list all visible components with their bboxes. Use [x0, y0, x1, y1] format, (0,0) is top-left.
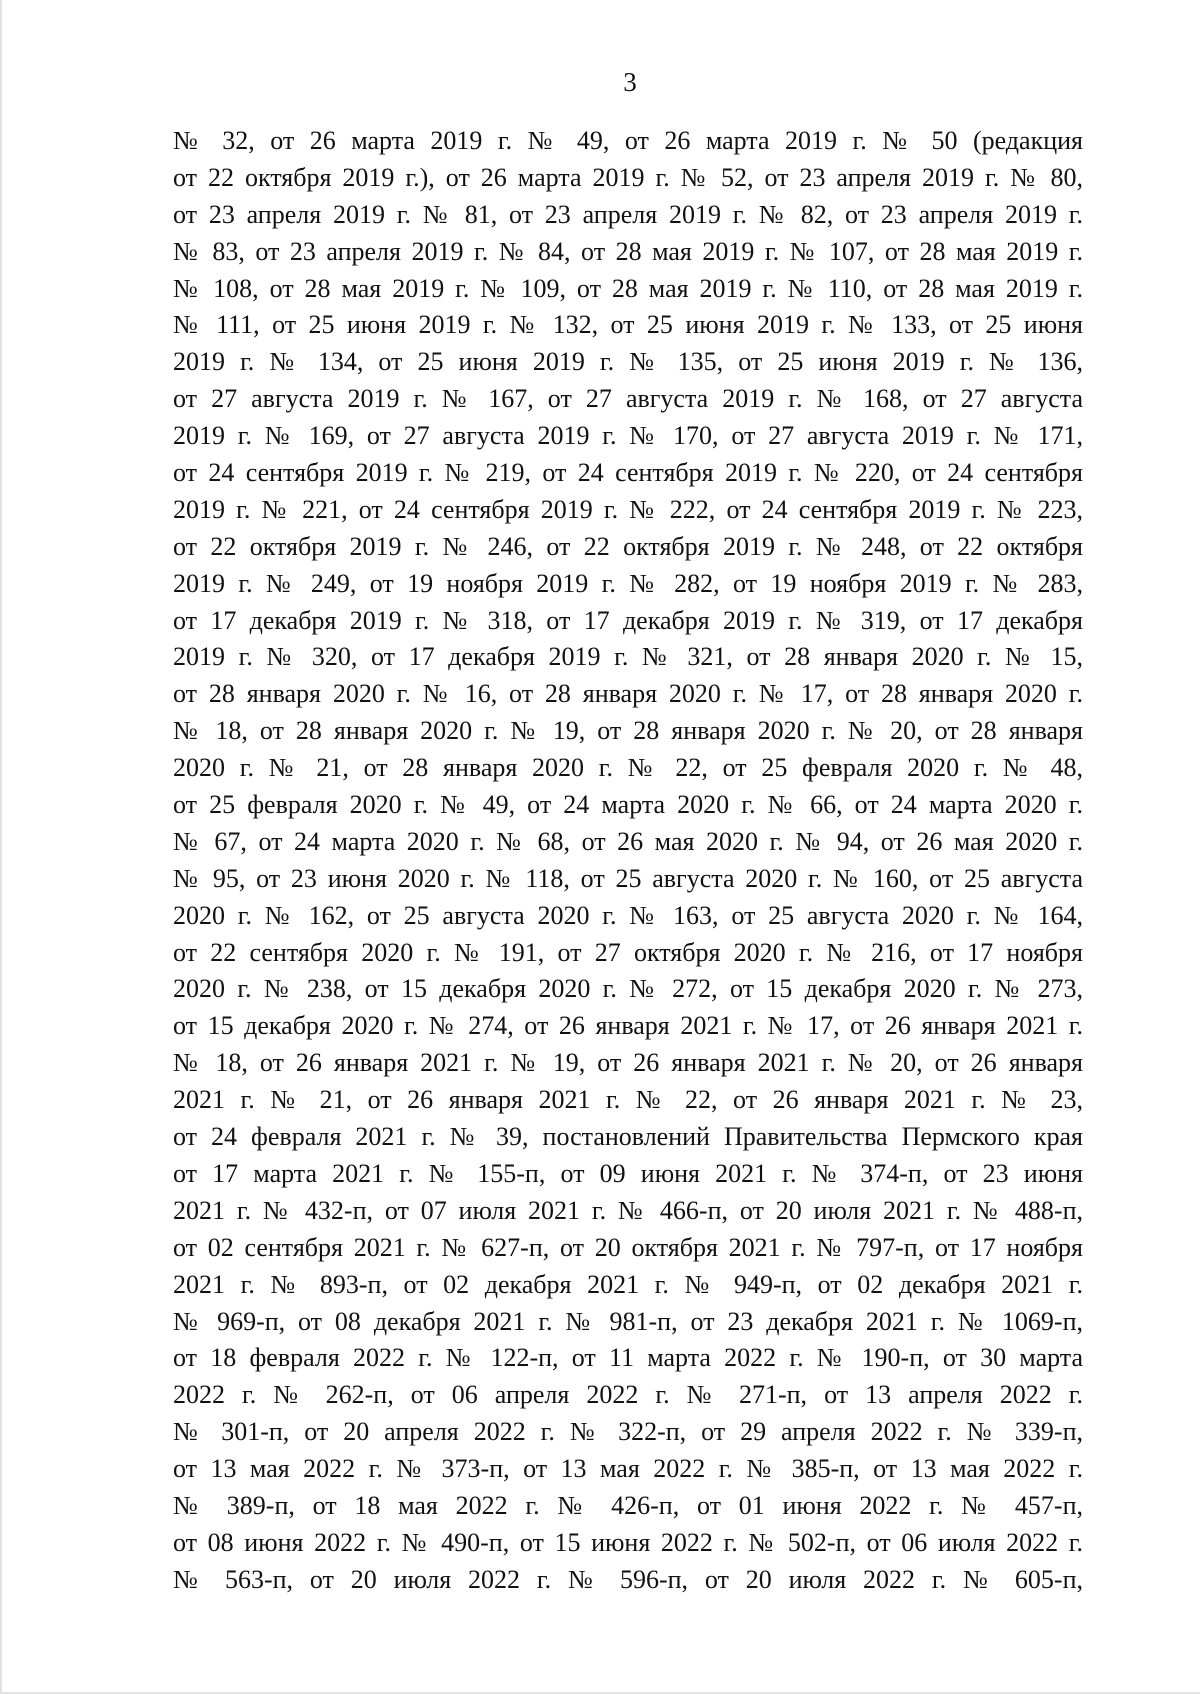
text-line: № 95, от 23 июня 2020 г. № 118, от 25 августа 2020 г. № 160, от 25 августа	[173, 863, 1083, 893]
text-line: 2022 г. № 262-п, от 06 апреля 2022 г. № 271-п, от 13 апреля 2022 г.	[173, 1380, 1083, 1410]
text-line: 2019 г. № 169, от 27 августа 2019 г. № 170, от 27 августа 2019 г. № 171,	[173, 421, 1083, 451]
text-line: 2021 г. № 432-п, от 07 июля 2021 г. № 466-п, от 20 июля 2021 г. № 488-п,	[173, 1195, 1083, 1225]
text-line: от 22 октября 2019 г.), от 26 марта 2019 г. № 52, от 23 апреля 2019 г. № 80,	[173, 162, 1083, 192]
text-line: от 24 февраля 2021 г. № 39, постановлений Правительства Пермского края	[173, 1122, 1083, 1152]
text-line: № 563-п, от 20 июля 2022 г. № 596-п, от 20 июля 2022 г. № 605-п,	[173, 1564, 1083, 1594]
text-line: № 32, от 26 марта 2019 г. № 49, от 26 марта 2019 г. № 50 (редакция	[173, 126, 1083, 155]
text-line: № 67, от 24 марта 2020 г. № 68, от 26 мая 2020 г. № 94, от 26 мая 2020 г.	[173, 826, 1083, 856]
text-line: от 08 июня 2022 г. № 490-п, от 15 июня 2022 г. № 502-п, от 06 июля 2022 г.	[173, 1527, 1083, 1557]
text-line: 2021 г. № 893-п, от 02 декабря 2021 г. № 949-п, от 02 декабря 2021 г.	[173, 1269, 1083, 1299]
text-line: № 18, от 28 января 2020 г. № 19, от 28 января 2020 г. № 20, от 28 января	[173, 716, 1083, 746]
text-line: 2019 г. № 320, от 17 декабря 2019 г. № 321, от 28 января 2020 г. № 15,	[173, 642, 1083, 672]
text-line: от 22 сентября 2020 г. № 191, от 27 октября 2020 г. № 216, от 17 ноября	[173, 937, 1083, 967]
page-number: 3	[623, 67, 637, 97]
text-line: № 108, от 28 мая 2019 г. № 109, от 28 мая 2019 г. № 110, от 28 мая 2019 г.	[173, 273, 1083, 303]
text-line: от 23 апреля 2019 г. № 81, от 23 апреля 2019 г. № 82, от 23 апреля 2019 г.	[173, 199, 1083, 229]
text-line: № 111, от 25 июня 2019 г. № 132, от 25 июня 2019 г. № 133, от 25 июня	[173, 310, 1083, 340]
text-line: № 969-п, от 08 декабря 2021 г. № 981-п, от 23 декабря 2021 г. № 1069-п,	[173, 1306, 1083, 1336]
text-line: № 301-п, от 20 апреля 2022 г. № 322-п, от 29 апреля 2022 г. № 339-п,	[173, 1417, 1083, 1447]
text-line: от 02 сентября 2021 г. № 627-п, от 20 октября 2021 г. № 797-п, от 17 ноября	[173, 1232, 1083, 1262]
text-line: 2020 г. № 162, от 25 августа 2020 г. № 163, от 25 августа 2020 г. № 164,	[173, 900, 1083, 930]
text-line: от 22 октября 2019 г. № 246, от 22 октября 2019 г. № 248, от 22 октября	[173, 531, 1083, 561]
scan-left-edge-shadow	[0, 0, 3, 1694]
text-line: от 25 февраля 2020 г. № 49, от 24 марта 2020 г. № 66, от 24 марта 2020 г.	[173, 790, 1083, 820]
text-line: от 13 мая 2022 г. № 373-п, от 13 мая 2022 г. № 385-п, от 13 мая 2022 г.	[173, 1454, 1083, 1484]
text-line: от 17 декабря 2019 г. № 318, от 17 декабря 2019 г. № 319, от 17 декабря	[173, 605, 1083, 635]
text-line: № 389-п, от 18 мая 2022 г. № 426-п, от 01 июня 2022 г. № 457-п,	[173, 1490, 1083, 1520]
text-line: от 27 августа 2019 г. № 167, от 27 августа 2019 г. № 168, от 27 августа	[173, 384, 1083, 414]
text-line: от 24 сентября 2019 г. № 219, от 24 сентября 2019 г. № 220, от 24 сентября	[173, 458, 1083, 488]
text-line: 2020 г. № 21, от 28 января 2020 г. № 22, от 25 февраля 2020 г. № 48,	[173, 753, 1083, 783]
text-line: № 83, от 23 апреля 2019 г. № 84, от 28 мая 2019 г. № 107, от 28 мая 2019 г.	[173, 236, 1083, 266]
text-line: от 28 января 2020 г. № 16, от 28 января 2020 г. № 17, от 28 января 2020 г.	[173, 679, 1083, 709]
text-line: № 18, от 26 января 2021 г. № 19, от 26 января 2021 г. № 20, от 26 января	[173, 1048, 1083, 1078]
text-line: от 15 декабря 2020 г. № 274, от 26 января 2021 г. № 17, от 26 января 2021 г.	[173, 1011, 1083, 1041]
text-line: 2020 г. № 238, от 15 декабря 2020 г. № 272, от 15 декабря 2020 г. № 273,	[173, 974, 1083, 1004]
text-line: от 17 марта 2021 г. № 155-п, от 09 июня 2021 г. № 374-п, от 23 июня	[173, 1158, 1083, 1188]
text-line: 2021 г. № 21, от 26 января 2021 г. № 22, от 26 января 2021 г. № 23,	[173, 1085, 1083, 1115]
document-body-text	[173, 123, 1083, 1599]
text-line: 2019 г. № 134, от 25 июня 2019 г. № 135, от 25 июня 2019 г. № 136,	[173, 347, 1083, 377]
text-line: 2019 г. № 221, от 24 сентября 2019 г. № 222, от 24 сентября 2019 г. № 223,	[173, 494, 1083, 524]
text-line: от 18 февраля 2022 г. № 122-п, от 11 марта 2022 г. № 190-п, от 30 марта	[173, 1343, 1083, 1373]
text-line: 2019 г. № 249, от 19 ноября 2019 г. № 282, от 19 ноября 2019 г. № 283,	[173, 568, 1083, 598]
